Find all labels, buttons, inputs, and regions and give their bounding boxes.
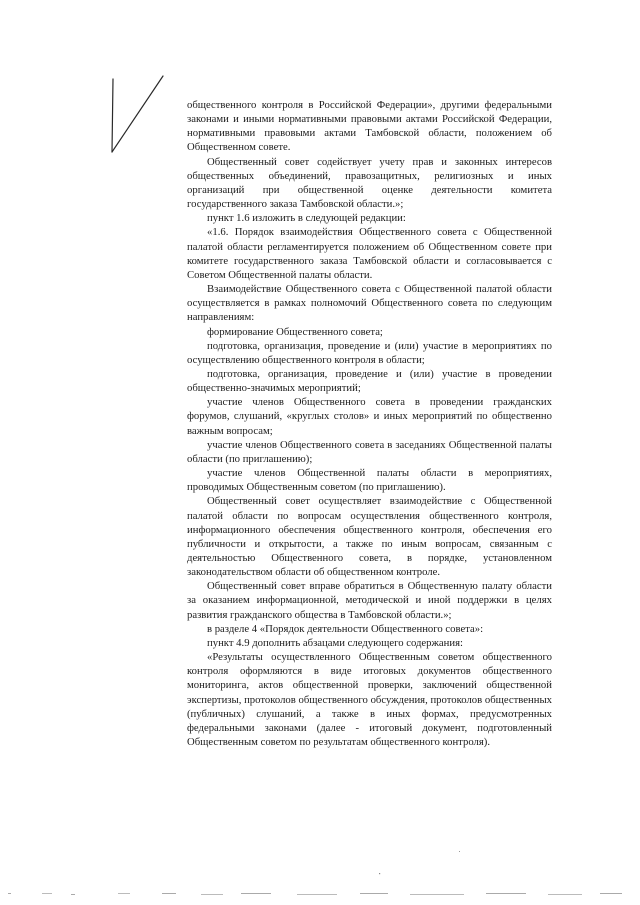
paragraph: Взаимодействие Общественного совета с Общественной палатой области осуществляется в рамках полномочий Общественного совета по следующим направлениям: (187, 283, 552, 324)
paragraph: «Результаты осуществленного Общественным советом общественного контроля оформляются в виде итоговых документов общественного мониторинга, актов общественной проверки, заключений общественной экспертизы, протоколов общественного обсуждения, протоколов общественных (публичных) слушаний, а также в иных формах, предусмотренных федеральными законами (далее - итоговый документ, подготовленный Общественным советом по результатам общественного контроля). (187, 651, 552, 749)
paragraph: пункт 1.6 изложить в следующей редакции: (207, 212, 406, 225)
paragraph: участие членов Общественного совета в проведении гражданских форумов, слушаний, «круглых столов» и иных мероприятий по общественно важным вопросам; (187, 396, 552, 437)
paragraph: подготовка, организация, проведение и (или) участие в мероприятиях по осуществлению общественного контроля в области; (187, 339, 552, 366)
document-body (187, 98, 552, 749)
paragraph: участие членов Общественной палаты области в мероприятиях, проводимых Общественным советом (по приглашению). (187, 467, 552, 494)
paragraph: подготовка, организация, проведение и (или) участие в проведении общественно-значимых мероприятий; (187, 367, 552, 395)
paragraph: в разделе 4 «Порядок деятельности Общественного совета»: (207, 622, 484, 635)
paragraph: общественного контроля в Российской Федерации», другими федеральными законами и иными нормативными правовыми актами Российской Федерации, нормативными правовыми актами Тамбовской области, положением об Общественном совете. (187, 99, 552, 154)
check-mark-stroke (112, 76, 163, 152)
paragraph: Общественный совет осуществляет взаимодействие с Общественной палатой области по вопросам осуществления общественного контроля, информационного обеспечения общественного контроля, обеспечения его публичности и открытости, а также по иным вопросам, связанным с деятельностью Общественного совета, в порядке, установленном законодательством области об общественном контроле. (187, 495, 552, 579)
paragraph: пункт 4.9 дополнить абзацами следующего содержания: (207, 636, 463, 649)
paragraph: «1.6. Порядок взаимодействия Общественного совета с Общественной палатой области регламентируется положением об Общественном совете при комитете государственного заказа Тамбовской области и согласовывается с Советом Общественной палаты области. (187, 226, 552, 281)
check-mark-stroke (112, 79, 113, 152)
paragraph: участие членов Общественного совета в заседаниях Общественной палаты области (по приглашению); (187, 438, 552, 465)
paragraph: формирование Общественного совета; (207, 325, 383, 338)
paragraph: Общественный совет содействует учету прав и законных интересов общественных объединений, правозащитных, религиозных и иных организаций при общественной оценке деятельности комитета государственного заказа Тамбовской области.»; (187, 155, 552, 211)
paragraph: Общественный совет вправе обратиться в Общественную палату области за оказанием информационной, методической и иной поддержки в целях развития гражданского общества в Тамбовской области.»; (187, 580, 552, 621)
